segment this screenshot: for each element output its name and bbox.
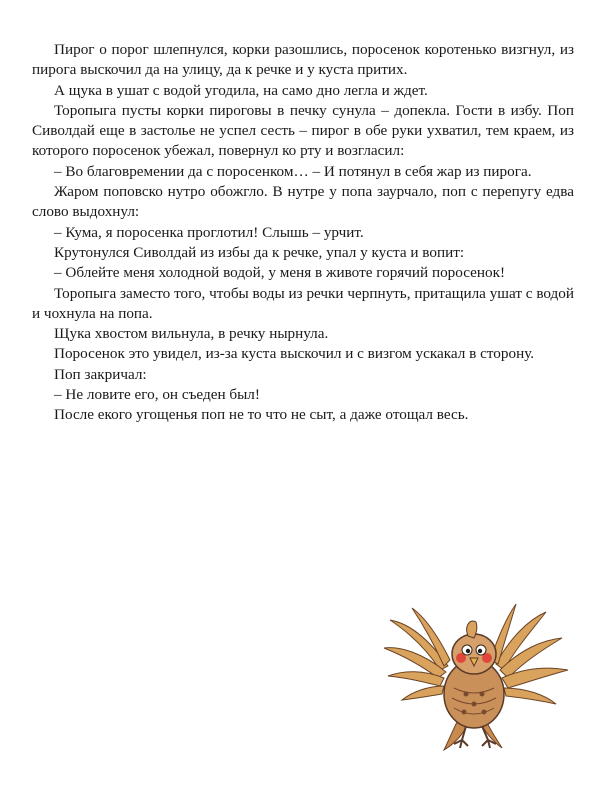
paragraph: Пирог о порог шлепнулся, корки разошлись, поросенок коротенько визгнул, из пирога выскочил да на улицу, да к речке и у куста притих. (32, 41, 574, 79)
paragraph: А щука в ушат с водой угодила, на само дно легла и ждет. (54, 81, 428, 99)
paragraph: Торопыга заместо того, чтобы воды из речки черпнуть, притащила ушат с водой и чохнула на попа. (32, 284, 574, 322)
paragraph: – Не ловите его, он съеден был! (54, 386, 260, 404)
paragraph: Поросенок это увидел, из-за куста выскочил и с визгом ускакал в сторону. (54, 345, 535, 363)
paragraph: Торопыга пусты корки пироговы в печку сунула – допекла. Гости в избу. Поп Сиволдай еще в застолье не успел сесть – пирог в обе руки ухватил, тем краем, из которого поросенок убежал, повернул ко рту и возгласил: (32, 101, 574, 160)
left-wing (384, 608, 450, 700)
bird-illustration-icon (378, 598, 578, 758)
paragraph: После екого угощенья поп не то что не сыт, а даже отощал весь. (54, 406, 469, 424)
paragraph: – Облейте меня холодной водой, у меня в животе горячий поросенок! (54, 264, 506, 282)
paragraph: Крутонулся Сиволдай из избы да к речке, упал у куста и вопит: (54, 243, 465, 261)
paragraph: Поп закричал: (54, 365, 147, 383)
paragraph: – Во благовремении да с поросенком… – И потянул в себя жар из пирога. (54, 162, 532, 180)
paragraph: – Кума, я поросенка проглотил! Слышь – урчит. (54, 223, 364, 241)
paragraph: Щука хвостом вильнула, в речку нырнула. (54, 325, 329, 343)
paragraph: Жаром поповско нутро обожгло. В нутре у попа заурчало, поп с перепугу едва слово выдохнул: (32, 183, 574, 221)
story-text (32, 40, 574, 426)
